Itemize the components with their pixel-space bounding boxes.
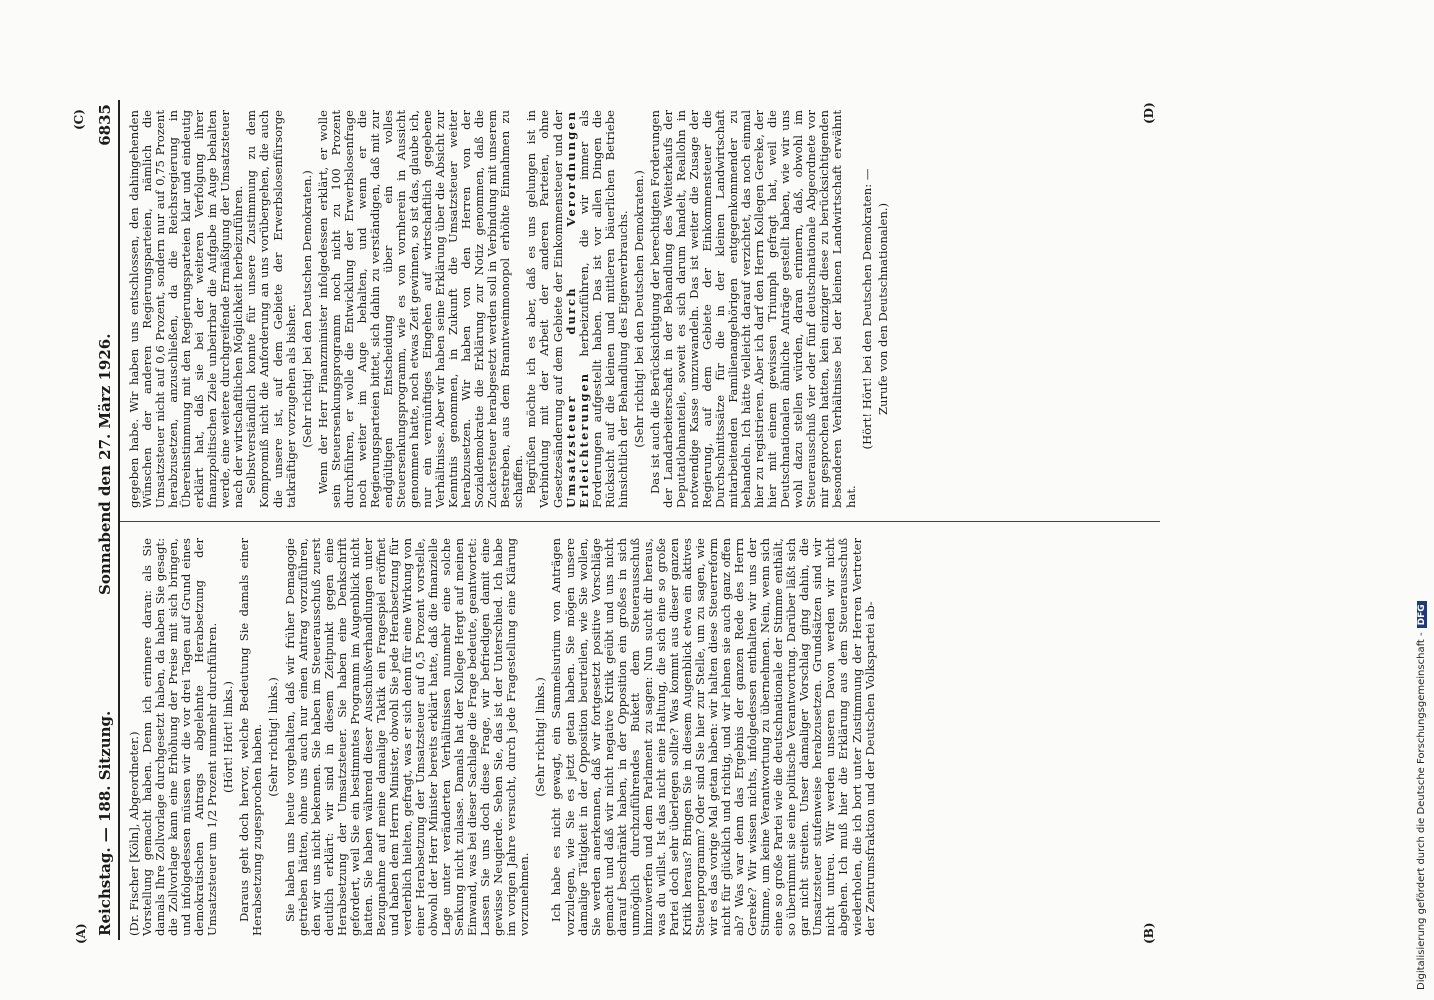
interjection: (Hört! Hört! bei den Deutschen Demokraten: — — [859, 168, 874, 450]
paragraph: Vorstellung gemacht haben. Denn ich erinnere daran: als Sie damals Ihre Zollvorlage durchgesetzt haben, da haben Sie gesagt: die Zollvorlage kann eine Erhöhung der Preise mit sich bringen, und infolgedessen müssen wir die vor drei Tagen auf Grund eines demokratischen Antrags abgelehnte Herabsetzung der Umsatzsteuer um 1/2 Prozent nunmehr durchführen. — [140, 538, 220, 936]
margin-marker-a: (A) — [74, 923, 88, 944]
page-header — [90, 100, 118, 940]
paragraph-part: herbeizuführen, die wir immer als Forderungen aufgestellt haben. Das ist vor allen Dingen die Rücksicht auf die kleinen und mittleren bäuerlichen Betriebe hinsichtlich der Behandlung des Eigenverbrauchs. — [576, 109, 630, 508]
speaker-line: (Dr. Fischer [Köln], Abgeordneter.) — [127, 731, 141, 936]
paragraph: Wenn der Herr Finanzminister infolgedessen erklärt, er wolle sein Steuersenkungsprogramm noch nicht zu 100 Prozent durchführen, er wolle die Entwicklung der Erwerbslosenfrage noch weiter im Auge behalten, und wenn er die Regierungsparteien bittet, sich dahin zu verständigen, daß mit zur endgültigen Entscheidung über ein volles Steuersenkungsprogramm, wie es von vornherein in Aussicht genommen hatte, noch etwas Zeit gewinnen, so ist das, glaube ich, nur ein vernünftiges Eingehen auf wirtschaftlich gegebene Verhältnisse. Aber wir haben seine Erklärung über die Absicht zur Kenntnis genommen, in Zukunft die Umsatzsteuer weiter herabzusetzen. Wir haben von den Herren von der Sozialdemokratie die Erklärung zur Notiz genommen, daß die Zuckersteuer herabgesetzt werden soll in Verbindung mit unserem Bestreben, aus dem Branntweinmonopol erhöhte Einnahmen zu schaffen. — [315, 110, 526, 508]
margin-marker-b: (B) — [1142, 922, 1156, 944]
paragraph: Sie haben uns heute vorgehalten, daß wir früher Demagogie getrieben hätten, ohne uns auch nur einen Antrag vorzuführen, den wir uns nicht bekennen. Sie haben im Steuerausschuß zuerst deutlich erklärt: wir sind in diesem Zeitpunkt gegen eine Herabsetzung der Umsatzsteuer. Sie haben eine Denkschrift gefordert, weil Sie ein bestimmtes Programm im Augenblick nicht hatten. Sie haben während dieser Ausschußverhandlungen unter Bezugnahme auf meine damalige Taktik ein Fragespiel eröffnet und haben dem Herrn Minister, obwohl Sie jede Herabsetzung für verderblich hielten, gefragt, was er sich denn für eine Wirkung von einer Herabsetzung der Umsatzsteuer auf 0,5 Prozent vorstelle, obwohl der Herr Minister bereits erklärt hatte, daß die finanzielle Lage unter veränderten Verhältnissen nunmehr eine solche Senkung nicht zulasse. Damals hat der Kollege Hergt auf meinen Einwand, was bei dieser Sachlage die Frage bedeute, geantwortet: Lassen Sie uns doch diese Frage, wir befriedigen damit eine gewisse Neugierde. Sehen Sie, das ist der Unterschied. Ich habe im vorigen Jahre versucht, durch jede Fragestellung eine Klärung vorzunehmen. — [282, 538, 532, 936]
printed-page — [72, 100, 1160, 944]
digitization-credit — [1416, 10, 1427, 990]
paragraph: Ich habe es nicht gewagt, ein Sammelsurium von Anträgen vorzulegen, wie Sie es jetzt getan haben. Sie mögen unsere damalige Tätigkeit in der Opposition beurteilen, wie Sie wollen, Sie werden anerkennen, daß wir fortgesetzt positive Vorschläge gemacht und daß wir nicht negative Kritik geübt und uns nicht darauf beschränkt haben, in der Opposition ein großes in sich unmöglich durchzuführendes Bukett dem Steuerausschuß hinzuwerfen und dem Parlament zu sagen: Nun sucht dir heraus, was du willst. Ist das nicht eine Haltung, die sich eine so große Partei doch sehr überlegen sollte? Was kommt aus dieser ganzen Kritik heraus? Bringen Sie in diesem Augenblick etwa ein aktives Steuerprogramm? Oder sind Sie hier zur Stelle, um zu sagen, wie wir es das vorige Mal getan haben: wir halten diese Steuerreform nicht für glücklich und richtig, und wir lehnen sie auch ganz offen ab? Was war denn das Ergebnis der ganzen Rede des Herrn Gereke? Wir wissen nichts, infolgedessen enthalten wir uns der Stimme, um keine Verantwortung zu übernehmen. Nein, wenn sich eine so große Partei wie die deutschnationale der Stimme enthält, so übernimmt sie eine politische Verantwortung. Darüber läßt sich gar nicht streiten. Unser damaliger Vorschlag ging dahin, die Umsatzsteuer stufenweise herabzusetzen. Grundsätzen sind wir nicht untreu. Wir werden unseren Davon werden wir nicht abgehen. Ich muß hier die Erklärung aus dem Steuerausschuß wiederholen, die ich bort unter Zustimmung der Herren Vertreter der Zentrumsfraktion und der Deutschen Volkspartei ab- — [549, 538, 877, 936]
right-column — [128, 110, 893, 508]
header-session: Reichstag. — 188. Sitzung. — [96, 710, 114, 936]
emphasized-phrase: Umsatzsteuer durch Verordnungen Erleichterungen — [563, 110, 591, 508]
paragraph: Das ist auch die Berücksichtigung der berechtigten Forderungen der Landarbeiterschaft in der Behandlung des Weiterkaufs der Deputatlohnanteile, soweit es sich darum handelt, Reallohn in notwendige Kasse umzuwandeln. Das ist weiter die Zusage der Regierung, auf dem Gebiete der Einkommensteuer die Durchschnittssätze für die in der kleinen Landwirtschaft mitarbeitenden Familienangehörigen entgegenkommender zu behandeln. Ich hätte vielleicht darauf verzichtet, das noch einmal hier zu registrieren. Aber ich darf den Herrn Kollegen Gereke, der hier mit einem gewissen Triumph gefragt hat, weil die Deutschnationalen ähnliche Anträge gestellt haben, wie wir uns wohl dazu stellen würden, daran erinnern, daß, obwohl im Steuerausschuß vier oder fünf deutschnationale Abgeordnete vor mir gesprochen hatten, kein einziger diese zu berücksichtigenden besonderen Verhältnisse bei der kleinen Landwirtschaft erwähnt hat. — [647, 110, 858, 508]
paragraph — [525, 110, 629, 508]
header-rule — [118, 100, 120, 940]
interjection: (Hört! Hört! links.) — [221, 681, 236, 793]
margin-marker-d: (D) — [1142, 102, 1156, 124]
interjection: (Sehr richtig! links.) — [266, 677, 281, 797]
paragraph: gegeben habe. Wir haben uns entschlossen, den dahingehenden Wünschen der anderen Regierungsparteien, nämlich die Umsatzsteuer nicht auf 0,6 Prozent, sondern nur auf 0,75 Prozent herabzusetzen, anzuschließen, da die Reichsregierung in Übereinstimmung mit den Regierungsparteien klar und eindeutig erklärt hat, daß sie bei der weiteren Verfolgung ihrer finanzpolitischen Ziele unbeirrbar die Aufgabe im Auge behalten werde, eine weitere durchgreifende Ermäßigung der Umsatzsteuer nach der wirtschaftlichen Möglichkeit herbeizuführen. — [127, 110, 246, 508]
interjection: (Sehr richtig! bei den Deutschen Demokraten.) — [631, 170, 646, 448]
interjection: (Sehr richtig! bei den Deutschen Demokraten.) — [299, 170, 314, 448]
column-divider — [120, 521, 1160, 522]
page-number: 6835 — [96, 104, 114, 146]
interjection: Zurufe von den Deutschnationalen.) — [875, 202, 890, 416]
paragraph: Daraus geht doch hervor, welche Bedeutung Sie damals einer Herabsetzung zugesprochen haben. — [237, 538, 265, 936]
dfg-logo: DFG — [1417, 601, 1427, 628]
left-column — [128, 538, 877, 936]
credit-text: Digitalisierung gefördert durch die Deutsche Forschungsgemeinschaft - — [1416, 632, 1427, 990]
paragraph: Selbstverständlich konnte für unsere Zustimmung zu dem Kompromiß nicht die Anforderung an uns vorübergehen, die auch die unsere ist, auf dem Gebiete der Erwerbslosenfürsorge tatkräftiger vorzugehen als bisher. — [244, 110, 298, 508]
paragraph-part: Begrüßen möchte ich es aber, daß es uns gelungen ist in Verbindung mit der Arbeit der anderen Parteien, ohne Gesetzesänderung auf dem Gebiete der Einkommensteuer und der — [524, 110, 565, 508]
interjection: (Sehr richtig! links.) — [533, 677, 548, 797]
margin-marker-c: (C) — [72, 109, 86, 130]
header-date: Sonnabend den 27. März 1926. — [96, 333, 114, 595]
